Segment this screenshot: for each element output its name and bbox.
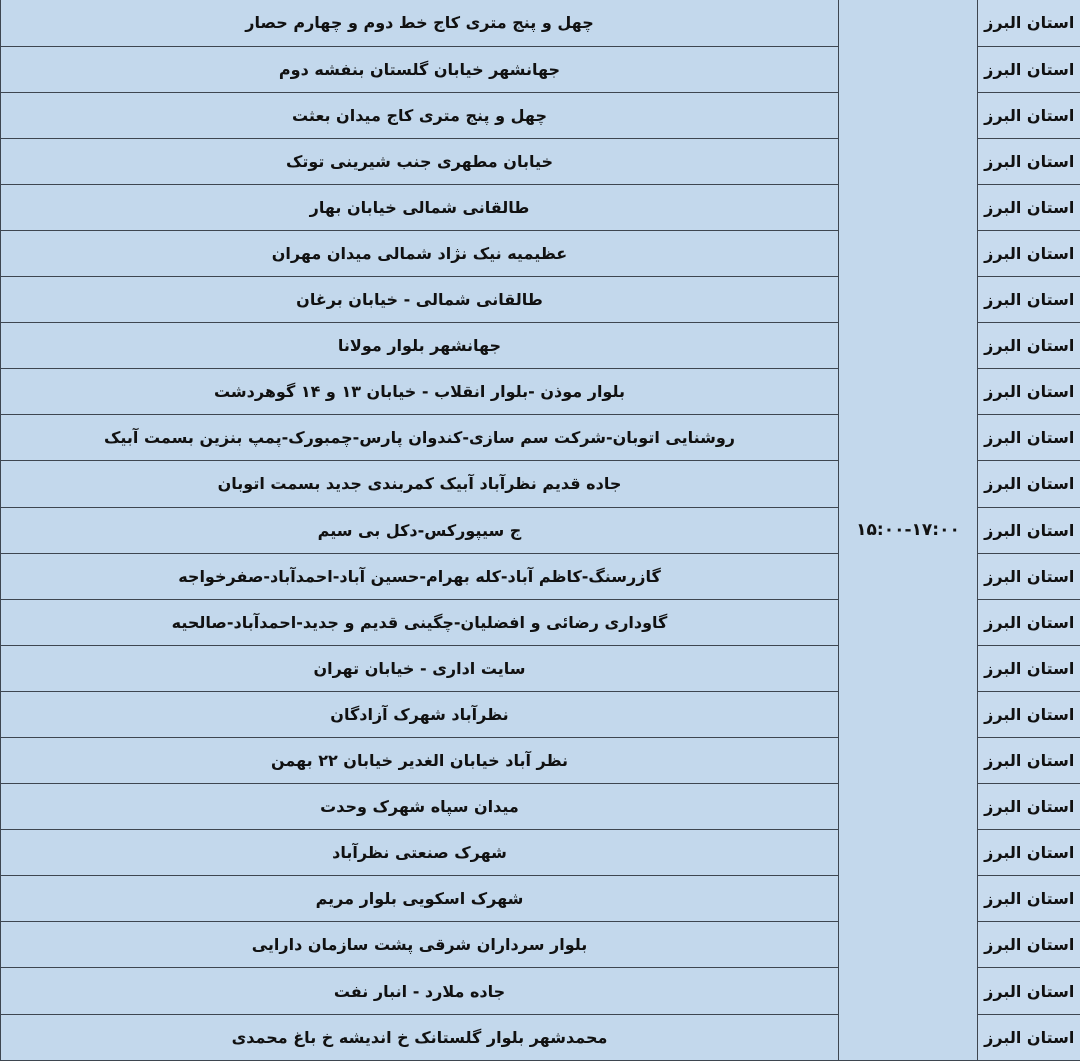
- address-cell: میدان سپاه شهرک وحدت: [1, 784, 839, 830]
- outage-time-range: ۱۵:۰۰-۱۷:۰۰: [839, 0, 978, 1061]
- address-cell: جهانشهر بلوار مولانا: [1, 323, 839, 369]
- address-cell: نظرآباد شهرک آزادگان: [1, 691, 839, 737]
- province-cell: استان البرز: [978, 553, 1080, 599]
- province-cell: استان البرز: [978, 461, 1080, 507]
- province-cell: استان البرز: [978, 507, 1080, 553]
- province-cell: استان البرز: [978, 92, 1080, 138]
- address-cell: شهرک صنعتی نظرآباد: [1, 830, 839, 876]
- province-cell: استان البرز: [978, 691, 1080, 737]
- address-cell: گازرسنگ-کاظم آباد-کله بهرام-حسین آباد-احمدآباد-صفرخواجه: [1, 553, 839, 599]
- address-cell: عظیمیه نیک نژاد شمالی میدان مهران: [1, 230, 839, 276]
- address-cell: شهرک اسکویی بلوار مریم: [1, 876, 839, 922]
- address-cell: خیابان مطهری جنب شیرینی توتک: [1, 138, 839, 184]
- address-cell: ج سیپورکس-دکل بی سیم: [1, 507, 839, 553]
- address-cell: محمدشهر بلوار گلستانک خ اندیشه خ باغ محمدی: [1, 1014, 839, 1060]
- province-cell: استان البرز: [978, 599, 1080, 645]
- province-cell: استان البرز: [978, 277, 1080, 323]
- address-cell: گاوداری رضائی و افضلیان-چگینی قدیم و جدید-احمدآباد-صالحیه: [1, 599, 839, 645]
- address-cell: سایت اداری - خیابان تهران: [1, 645, 839, 691]
- address-cell: چهل و پنج متری کاج خط دوم و چهارم حصار: [1, 0, 839, 46]
- province-cell: استان البرز: [978, 876, 1080, 922]
- province-cell: استان البرز: [978, 138, 1080, 184]
- province-cell: استان البرز: [978, 415, 1080, 461]
- address-cell: جهانشهر خیابان گلستان بنفشه دوم: [1, 46, 839, 92]
- province-cell: استان البرز: [978, 738, 1080, 784]
- province-cell: استان البرز: [978, 1014, 1080, 1060]
- province-cell: استان البرز: [978, 323, 1080, 369]
- address-cell: جاده قدیم نظرآباد آبیک کمربندی جدید بسمت اتوبان: [1, 461, 839, 507]
- table-row: [1, 0, 1080, 46]
- province-cell: استان البرز: [978, 46, 1080, 92]
- address-cell: روشنایی اتوبان-شرکت سم سازی-کندوان پارس-چمبورک-پمپ بنزین بسمت آبیک: [1, 415, 839, 461]
- province-cell: استان البرز: [978, 922, 1080, 968]
- province-cell: استان البرز: [978, 830, 1080, 876]
- address-cell: جاده ملارد - انبار نفت: [1, 968, 839, 1014]
- address-cell: نظر آباد خیابان الغدیر خیابان ۲۲ بهمن: [1, 738, 839, 784]
- province-cell: استان البرز: [978, 184, 1080, 230]
- province-cell: استان البرز: [978, 784, 1080, 830]
- address-cell: بلوار سرداران شرقی پشت سازمان دارایی: [1, 922, 839, 968]
- address-cell: بلوار موذن -بلوار انقلاب - خیابان ۱۳ و ۱۴ گوهردشت: [1, 369, 839, 415]
- province-cell: استان البرز: [978, 645, 1080, 691]
- province-cell: استان البرز: [978, 369, 1080, 415]
- address-cell: چهل و پنج متری کاج میدان بعثت: [1, 92, 839, 138]
- province-cell: استان البرز: [978, 968, 1080, 1014]
- outage-schedule-body: [1, 0, 1080, 1061]
- address-cell: طالقانی شمالی - خیابان برغان: [1, 277, 839, 323]
- province-cell: استان البرز: [978, 230, 1080, 276]
- province-cell: استان البرز: [978, 0, 1080, 46]
- address-cell: طالقانی شمالی خیابان بهار: [1, 184, 839, 230]
